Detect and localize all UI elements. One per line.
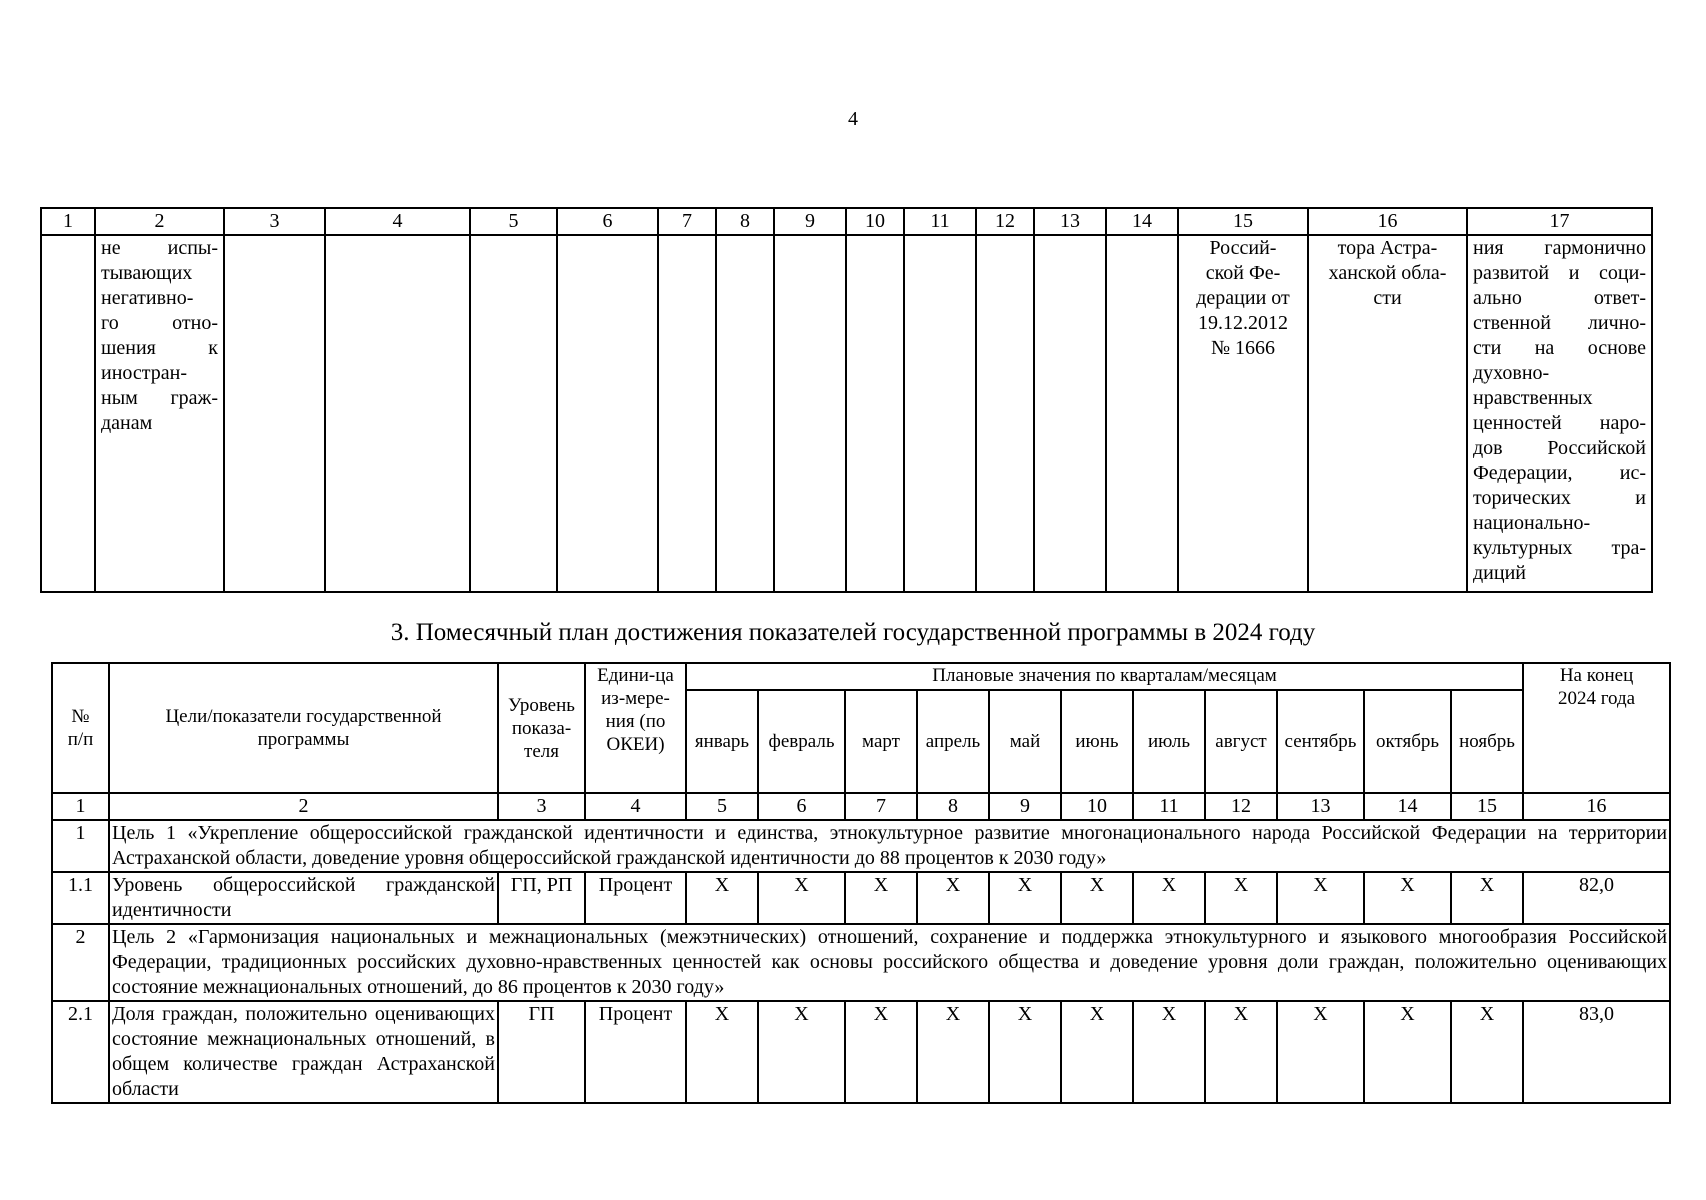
table-cell (846, 235, 904, 592)
col-number: 7 (658, 208, 716, 235)
cell-line: ния гармонично (1473, 237, 1646, 259)
col-number: 9 (989, 793, 1061, 820)
row-number: 2 (52, 924, 109, 1001)
col-number: 1 (52, 793, 109, 820)
cell-line: развитой и соци- (1473, 262, 1646, 284)
month-value: X (989, 1001, 1061, 1103)
cell-line: не испы- (101, 237, 218, 259)
col-number: 5 (686, 793, 758, 820)
col-number: 8 (917, 793, 989, 820)
col-number: 9 (774, 208, 846, 235)
col-number: 13 (1277, 793, 1364, 820)
table-column-numbers (52, 793, 1670, 820)
table-cell (716, 235, 774, 592)
cell-lines (1473, 236, 1646, 586)
month-value: X (1061, 872, 1133, 924)
table-cell (41, 235, 95, 592)
header-month: июнь (1061, 690, 1133, 793)
header-month: январь (686, 690, 758, 793)
cell-line: ценностей наро- (1473, 412, 1646, 434)
indicator-unit: Процент (585, 872, 686, 924)
col-number: 16 (1308, 208, 1467, 235)
col-number: 1 (41, 208, 95, 235)
table-column-numbers (41, 208, 1652, 235)
table-cell (325, 235, 470, 592)
cell-line: духовно- (1473, 362, 1550, 384)
cell-line: шения к (101, 337, 218, 359)
col-number: 11 (1133, 793, 1205, 820)
cell-line: дерации от (1196, 287, 1290, 309)
col-number: 7 (845, 793, 917, 820)
cell-line: данам (101, 412, 153, 434)
indicator-level: ГП (498, 1001, 585, 1103)
indicator-row (52, 872, 1670, 924)
cell-line: ально ответ- (1473, 287, 1646, 309)
col-number: 3 (498, 793, 585, 820)
header-month: ноябрь (1451, 690, 1523, 793)
indicator-level: ГП, РП (498, 872, 585, 924)
month-value: X (686, 1001, 758, 1103)
month-value: X (1364, 872, 1451, 924)
col-number: 11 (904, 208, 976, 235)
col-number: 12 (1205, 793, 1277, 820)
month-value: X (1277, 1001, 1364, 1103)
col-number: 16 (1523, 793, 1670, 820)
section-title: 3. Помесячный план достижения показателей государственной программы в 2024 году (390, 619, 1316, 646)
month-value: X (1277, 872, 1364, 924)
cell-line: торических и (1473, 487, 1646, 509)
header-month: октябрь (1364, 690, 1451, 793)
cell-line: тывающих (101, 262, 193, 284)
header-month: август (1205, 690, 1277, 793)
header-unit: Едини-ца из-мере-ния (по ОКЕИ) (585, 663, 686, 793)
header-month: март (845, 690, 917, 793)
end-of-year-value: 82,0 (1523, 872, 1670, 924)
header-month: апрель (917, 690, 989, 793)
col-number: 4 (585, 793, 686, 820)
month-value: X (989, 872, 1061, 924)
col-number: 15 (1451, 793, 1523, 820)
goal-text: Цель 1 «Укрепление общероссийской гражданской идентичности и единства, этнокультурное развитие многонационального народа Российской Федерации на территории Астраханской области, доведение уровня общероссийской гражданской идентичности до 88 процентов к 2030 году» (109, 820, 1670, 872)
goal-row (52, 820, 1670, 872)
cell-line: ской Фе- (1205, 262, 1281, 284)
table-row (41, 235, 1652, 592)
month-value: X (758, 1001, 845, 1103)
row-number: 2.1 (52, 1001, 109, 1103)
header-month: июль (1133, 690, 1205, 793)
table-header-row (52, 663, 1670, 690)
row-number: 1.1 (52, 872, 109, 924)
cell-line: нравственных (1473, 387, 1593, 409)
col-number: 5 (470, 208, 557, 235)
cell-line: ным граж- (101, 387, 218, 409)
col-number: 15 (1178, 208, 1308, 235)
table-cell (774, 235, 846, 592)
indicator-text: Уровень общероссийской гражданской идентичности (109, 872, 498, 924)
cell-lines (1314, 236, 1461, 311)
table-cell (976, 235, 1034, 592)
table-cell (658, 235, 716, 592)
monthly-plan-table (51, 662, 1671, 1104)
indicator-unit: Процент (585, 1001, 686, 1103)
month-value: X (1451, 1001, 1523, 1103)
indicator-text: Доля граждан, положительно оценивающих состояние межнациональных отношений, в общем количестве граждан Астраханской области (109, 1001, 498, 1103)
month-value: X (758, 872, 845, 924)
month-value: X (1364, 1001, 1451, 1103)
cell-line: иностран- (101, 362, 188, 384)
header-num: № п/п (52, 663, 109, 793)
goal-text: Цель 2 «Гармонизация национальных и межнациональных (межэтнических) отношений, сохранение и поддержка этнокультурного и языкового многообразия Российской Федерации, традиционных российских духовно-нравственных ценностей как основы российского общества и доведение уровня доли граждан, положительно оценивающих состояние межнациональных отношений, до 86 процентов к 2030 году» (109, 924, 1670, 1001)
cell-line: Россий- (1209, 237, 1277, 259)
cell-line: негативно- (101, 287, 194, 309)
table-cell (904, 235, 976, 592)
header-level: Уровень показа-теля (498, 663, 585, 793)
month-value: X (917, 1001, 989, 1103)
indicator-row (52, 1001, 1670, 1103)
cell-line: Федерации, ис- (1473, 462, 1646, 484)
cell-lines (1184, 236, 1302, 361)
document-reference-cell (1178, 235, 1308, 592)
cell-line: дов Российской (1473, 437, 1646, 459)
table-cell (470, 235, 557, 592)
month-value: X (917, 872, 989, 924)
header-month: февраль (758, 690, 845, 793)
month-value: X (1451, 872, 1523, 924)
col-number: 6 (758, 793, 845, 820)
month-value: X (1205, 1001, 1277, 1103)
row-number: 1 (52, 820, 109, 872)
col-number: 8 (716, 208, 774, 235)
table-cell (557, 235, 658, 592)
cell-line: диций (1473, 562, 1526, 584)
month-value: X (686, 872, 758, 924)
header-month: сентябрь (1277, 690, 1364, 793)
header-month: май (989, 690, 1061, 793)
cell-line: № 1666 (1210, 337, 1276, 359)
indicator-text-cell (95, 235, 224, 592)
end-of-year-value: 83,0 (1523, 1001, 1670, 1103)
header-planned: Плановые значения по кварталам/месяцам (686, 663, 1523, 690)
cell-line: ственной лично- (1473, 312, 1646, 334)
col-number: 14 (1106, 208, 1178, 235)
cell-line: го отно- (101, 312, 218, 334)
cell-line: сти (1373, 287, 1402, 309)
month-value: X (1133, 872, 1205, 924)
table-cell (1034, 235, 1106, 592)
month-value: X (845, 1001, 917, 1103)
table-cell (224, 235, 325, 592)
cell-lines (101, 236, 218, 436)
cell-line: сти на основе (1473, 337, 1646, 359)
col-number: 2 (95, 208, 224, 235)
responsible-cell (1308, 235, 1467, 592)
col-number: 6 (557, 208, 658, 235)
col-number: 17 (1467, 208, 1652, 235)
col-number: 10 (1061, 793, 1133, 820)
col-number: 13 (1034, 208, 1106, 235)
page-number: 4 (848, 108, 858, 130)
cell-line: тора Астра- (1337, 237, 1438, 259)
table-cell (1106, 235, 1178, 592)
header-end-of-year: На конец 2024 года (1523, 663, 1670, 793)
col-number: 12 (976, 208, 1034, 235)
month-value: X (845, 872, 917, 924)
goal-row (52, 924, 1670, 1001)
month-value: X (1133, 1001, 1205, 1103)
month-value: X (1061, 1001, 1133, 1103)
goal-description-cell (1467, 235, 1652, 592)
month-value: X (1205, 872, 1277, 924)
cell-line: культурных тра- (1473, 537, 1646, 559)
header-goals: Цели/показатели государственной программы (109, 663, 498, 793)
cell-line: 19.12.2012 (1198, 312, 1288, 334)
continued-table (40, 207, 1653, 593)
cell-line: национально- (1473, 512, 1591, 534)
cell-line: ханской обла- (1328, 262, 1447, 284)
col-number: 3 (224, 208, 325, 235)
col-number: 2 (109, 793, 498, 820)
col-number: 14 (1364, 793, 1451, 820)
col-number: 4 (325, 208, 470, 235)
col-number: 10 (846, 208, 904, 235)
